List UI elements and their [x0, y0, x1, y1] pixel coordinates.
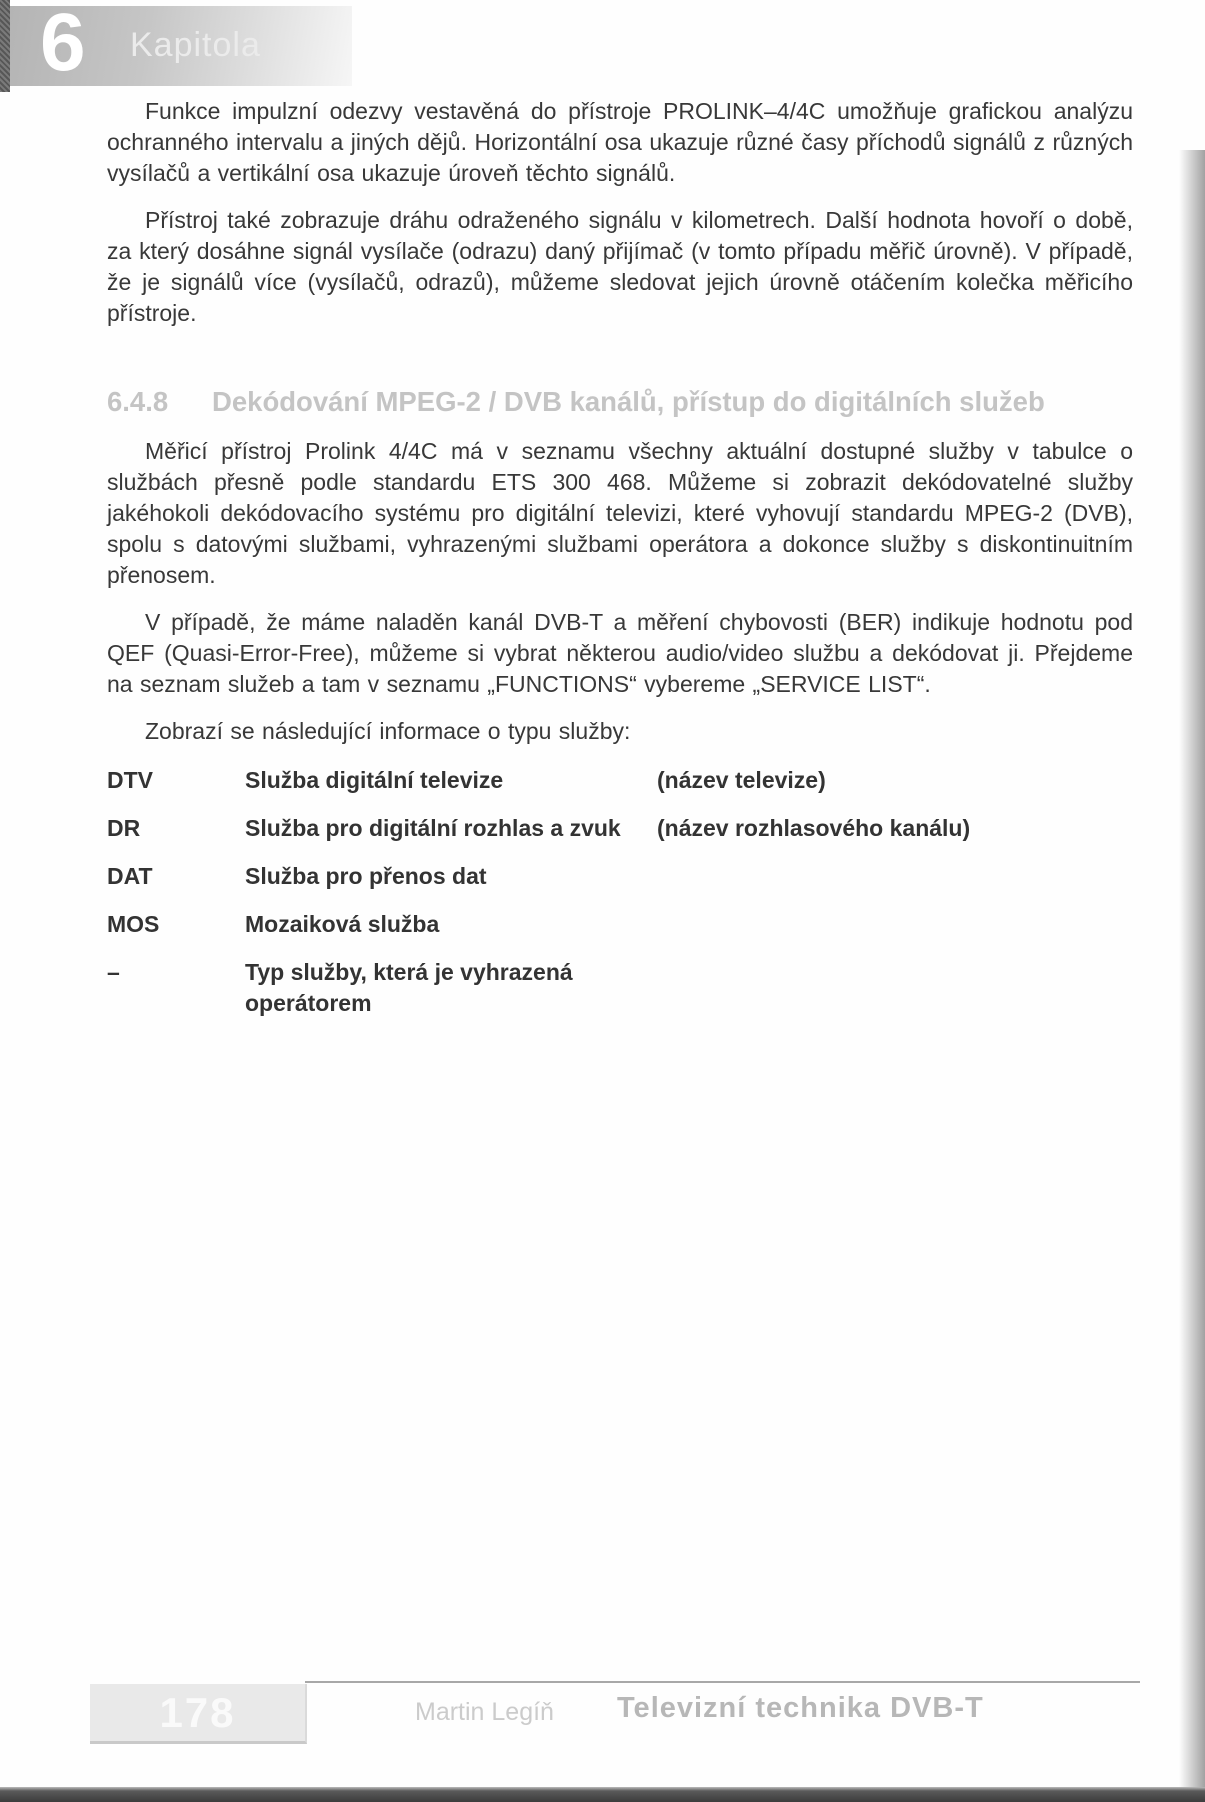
- service-row-operator: [107, 957, 1133, 1019]
- service-row-dtv: [107, 765, 1133, 796]
- service-row-mos: [107, 909, 1133, 940]
- service-row-dat: [107, 861, 1133, 892]
- service-description: Služba pro přenos dat: [245, 863, 487, 889]
- page-number-block: [90, 1684, 307, 1744]
- service-description: Služba pro digitální rozhlas a zvuk: [245, 815, 621, 841]
- service-code: –: [107, 959, 120, 985]
- footer-book-title: Televizní technika DVB-T: [617, 1692, 984, 1724]
- paragraph-service-intro: Zobrazí se následující informace o typu služby:: [145, 718, 631, 744]
- service-row-dr: [107, 813, 1133, 844]
- service-code: DAT: [107, 863, 153, 889]
- service-code: MOS: [107, 911, 160, 937]
- paragraph-qef-decoding: V případě, že máme naladěn kanál DVB-T a měření chybovosti (BER) indikuje hodnotu pod QEF (Quasi-Error-Free), můžeme si vybrat některou audio/video službu a dekódovat ji. Přejdeme na seznam služeb a tam v seznamu „FUNCTIONS“ vybereme „SERVICE LIST“.: [107, 609, 1133, 697]
- footer-author: Martin Legíň: [415, 1698, 554, 1726]
- section-heading: [107, 383, 1133, 420]
- service-description: Mozaiková služba: [245, 911, 440, 937]
- service-type-list: [107, 765, 1133, 1019]
- service-note: (název televize): [657, 767, 826, 793]
- service-description: Typ služby, která je vyhrazená operátorem: [245, 959, 573, 1016]
- service-code: DR: [107, 815, 141, 841]
- paragraph-service-table: Měřicí přístroj Prolink 4/4C má v seznamu všechny aktuální dostupné služby v tabulce o službách přesně podle standardu ETS 300 468. Můžeme si zobrazit dekódovatelné služby jakéhokoli dekódovacího systému pro digitální televizi, které vyhovují standardu MPEG-2 (DVB), spolu s datovými službami, vyhrazenými službami operátora a dokonce služby s diskontinuitním přenosem.: [107, 438, 1133, 588]
- scan-edge-bottom: [0, 1787, 1205, 1802]
- chapter-banner: [10, 0, 352, 88]
- section-heading-number: 6.4.8: [107, 386, 169, 417]
- chapter-label: Kapitola: [130, 26, 261, 64]
- page-number: 178: [159, 1688, 236, 1736]
- service-note: [657, 861, 1133, 892]
- scan-shadow-right: [1179, 150, 1205, 1788]
- service-note: [657, 957, 1133, 1019]
- service-note: (název rozhlasového kanálu): [657, 815, 971, 841]
- paragraph-impulse-response: Funkce impulzní odezvy vestavěná do přístroje PROLINK–4/4C umožňuje grafickou analýzu ochranného intervalu a jiných dějů. Horizontální osa ukazuje různé časy příchodů signálů z různých vysílačů a vertikální osa ukazuje úroveň těchto signálů.: [107, 98, 1133, 186]
- binding-edge-strip: [0, 0, 10, 92]
- paragraph-reflected-signal: Přístroj také zobrazuje dráhu odraženého signálu v kilometrech. Další hodnota hovoří o době, za který dosáhne signál vysílače (odrazu) daný přijímač (v tomto případu měřič úrovně). V případě, že je signálů více (vysílačů, odrazů), můžeme sledovat jejich úrovně otáčením kolečka měřicího přístroje.: [107, 207, 1133, 326]
- chapter-number: 6: [40, 0, 86, 88]
- text-column: [107, 96, 1133, 1036]
- section-heading-title: Dekódování MPEG-2 / DVB kanálů, přístup do digitálních služeb: [212, 386, 1045, 417]
- service-description: Služba digitální televize: [245, 767, 504, 793]
- service-code: DTV: [107, 767, 153, 793]
- footer-rule: [305, 1681, 1140, 1683]
- service-note: [657, 909, 1133, 940]
